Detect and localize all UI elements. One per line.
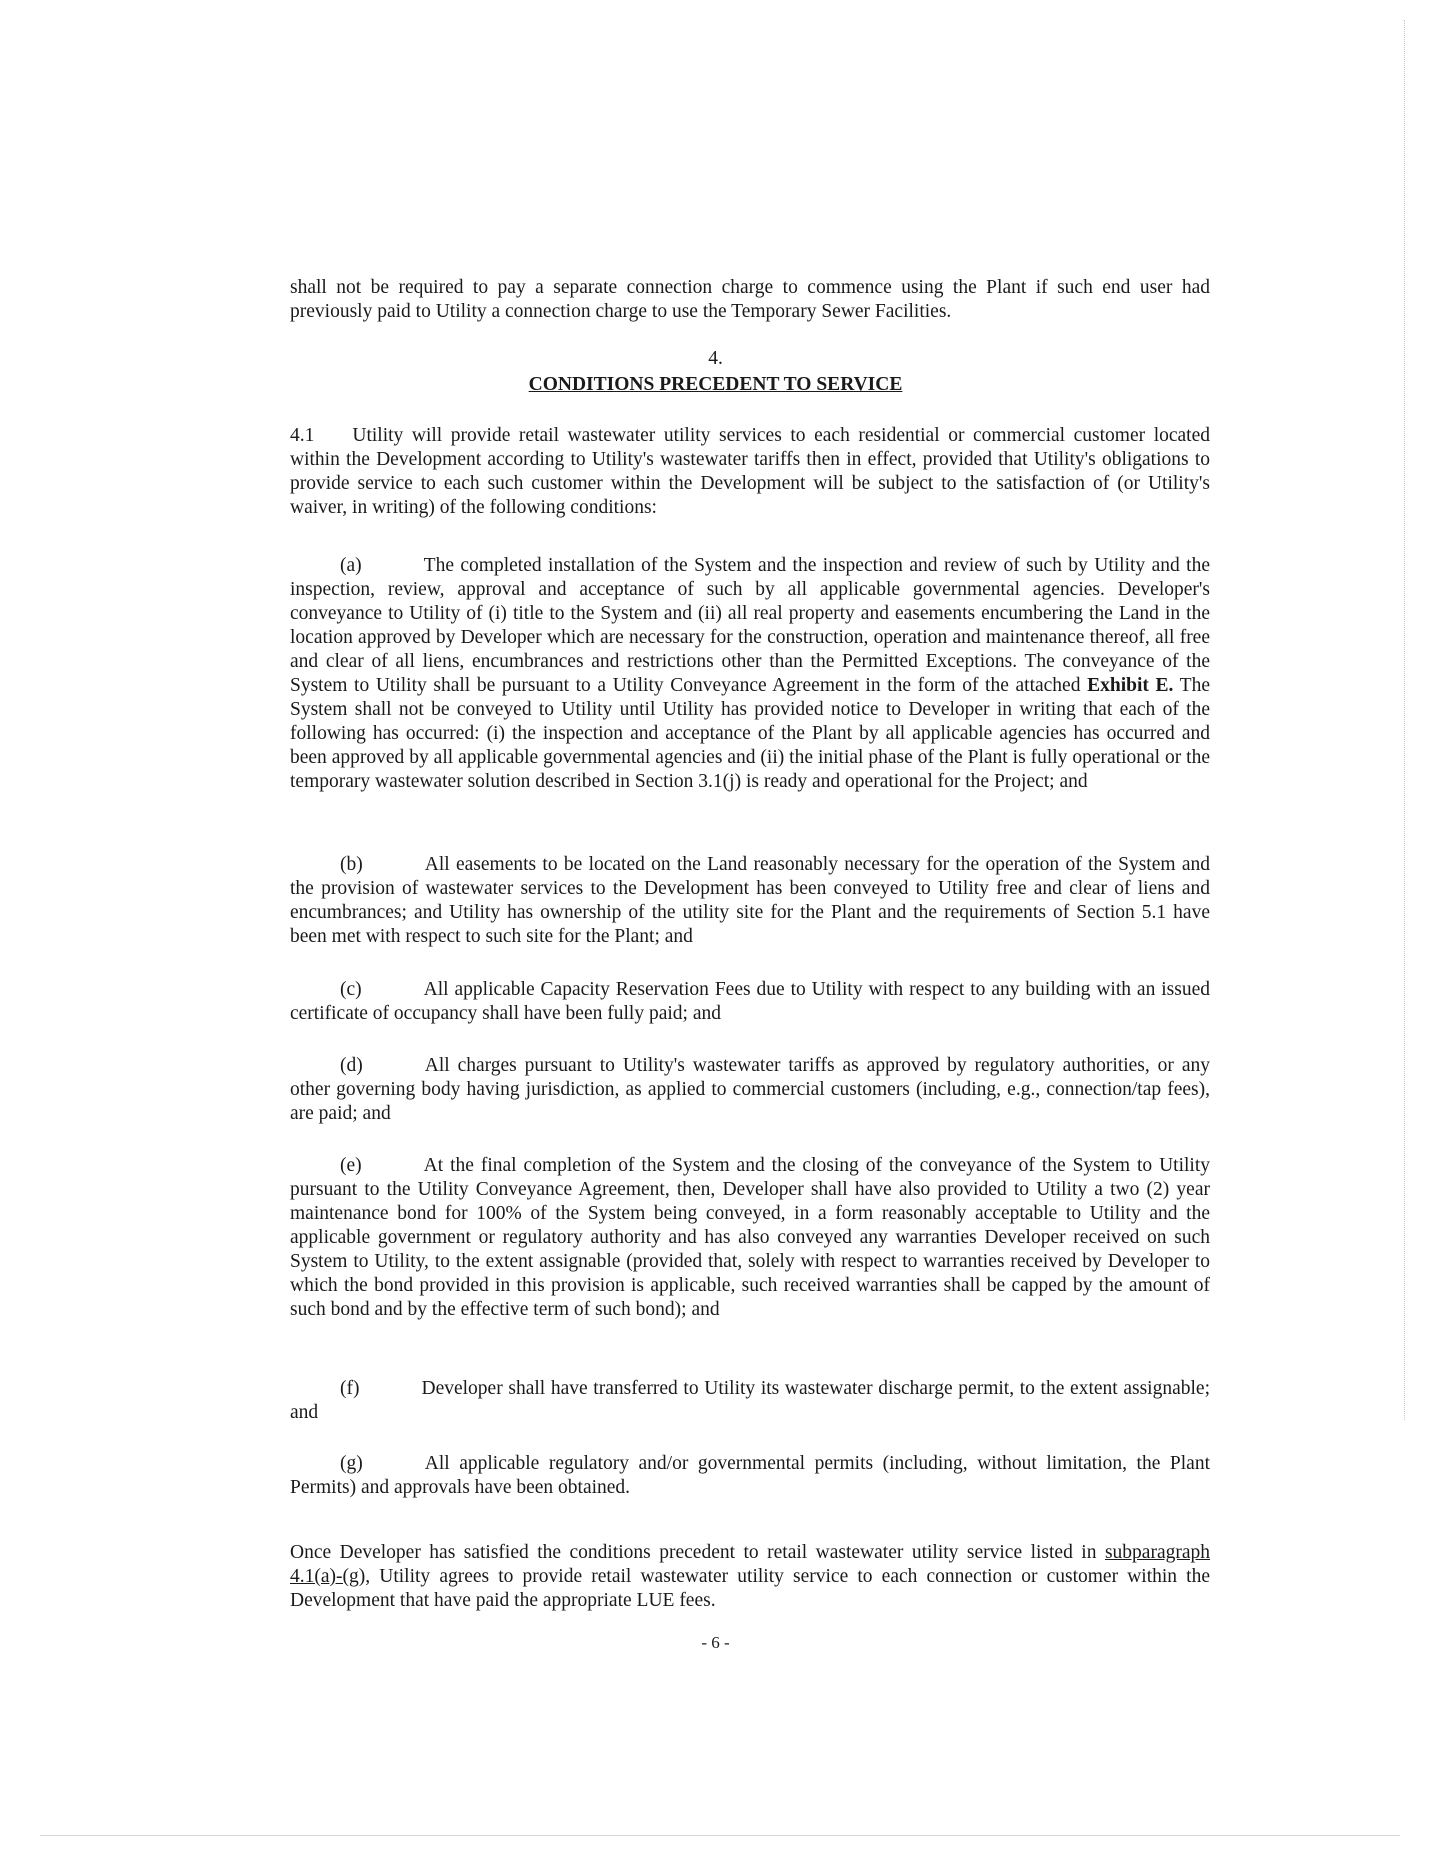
item-text: All easements to be located on the Land reasonably necessary for the operation of the System and the provision of wastewater services to the Development has been conveyed to Utility free and clear of liens and encumbrances; and Utility has ownership of the utility site for the Plant and the requirements of Section 5.1 have been met with respect to such site for the Plant; and [290, 854, 1210, 947]
scan-bottom-line [40, 1835, 1400, 1836]
item-f [290, 1377, 1210, 1425]
intro-paragraph [290, 276, 1210, 324]
closing-text-continued: Utility agrees to provide retail wastewater utility service to each connection or customer within the Development that have paid the appropriate LUE fees. [290, 1566, 1210, 1611]
item-label: (f) [340, 1378, 360, 1399]
item-label: (a) [340, 555, 362, 576]
item-text: All charges pursuant to Utility's wastewater tariffs as approved by regulatory authorities, or any other governing body having jurisdiction, as applied to commercial customers (including, e.g., connection/tap fees), are paid; and [290, 1055, 1210, 1124]
item-b [290, 853, 1210, 949]
item-text-continued: The System shall not be conveyed to Utility until Utility has provided notice to Developer in writing that each of the following has occurred: (i) the inspection and acceptance of the Plant by all applicable agencies has occurred and been approved by all applicable governmental agencies and (ii) the initial phase of the Plant is fully operational or the temporary wastewater solution described in Section 3.1(j) is ready and operational for the Project; and [290, 675, 1210, 792]
item-text: Developer shall have transferred to Utility its wastewater discharge permit, to the extent assignable; and [290, 1378, 1210, 1423]
item-label: (d) [340, 1055, 363, 1076]
item-label: (b) [340, 854, 363, 875]
paragraph-text: Utility will provide retail wastewater utility services to each residential or commercial customer located within the Development according to Utility's wastewater tariffs then in effect, provided that Utility's obligations to provide service to each such customer within the Development will be subject to the satisfaction of (or Utility's waiver, in writing) of the following conditions: [290, 425, 1210, 518]
item-e [290, 1154, 1210, 1322]
item-d [290, 1054, 1210, 1126]
item-label: (c) [340, 979, 362, 1000]
subparagraph-reference: subparagraph 4.1(a)-(g), [290, 1542, 1211, 1587]
section-title: CONDITIONS PRECEDENT TO SERVICE [528, 374, 903, 395]
item-text: At the final completion of the System and the closing of the conveyance of the System to Utility pursuant to the Utility Conveyance Agreement, then, Developer shall have also provided to Utility a two (2) year maintenance bond for 100% of the System being conveyed, in a form reasonably acceptable to Utility and the applicable government or regulatory authority and has also conveyed any warranties Developer received on such System to Utility, to the extent assignable (provided that, solely with respect to warranties received by Developer to which the bond provided in this provision is applicable, such received warranties shall be capped by the amount of such bond and by the effective term of such bond); and [290, 1155, 1210, 1320]
item-text: All applicable Capacity Reservation Fees due to Utility with respect to any building with an issued certificate of occupancy shall have been fully paid; and [290, 979, 1210, 1024]
closing-paragraph [290, 1541, 1210, 1613]
page-number: - 6 - [701, 1633, 730, 1652]
paragraph-number: 4.1 [290, 425, 315, 446]
intro-text: shall not be required to pay a separate connection charge to commence using the Plant if such end user had previously paid to Utility a connection charge to use the Temporary Sewer Facilities. [290, 277, 1210, 322]
exhibit-reference: Exhibit E. [1087, 675, 1174, 696]
section-number: 4. [708, 348, 723, 369]
item-label: (g) [340, 1453, 363, 1474]
item-label: (e) [340, 1155, 362, 1176]
item-c [290, 978, 1210, 1026]
item-g [290, 1452, 1210, 1500]
item-text: The completed installation of the System and the inspection and review of such by Utility and the inspection, review, approval and acceptance of such by all applicable governmental agencies. Developer's conveyance to Utility of (i) title to the System and (ii) all real property and easements encumbering the Land in the location approved by Developer which are necessary for the construction, operation and maintenance thereof, all free and clear of all liens, encumbrances and restrictions other than the Permitted Exceptions. The conveyance of the System to Utility shall be pursuant to a Utility Conveyance Agreement in the form of the attached [290, 555, 1210, 696]
closing-text: Once Developer has satisfied the conditions precedent to retail wastewater utility service listed in [290, 1542, 1097, 1563]
item-text: All applicable regulatory and/or governmental permits (including, without limitation, the Plant Permits) and approvals have been obtained. [290, 1453, 1210, 1498]
scan-edge-artifact [1404, 20, 1406, 1420]
item-a [290, 554, 1210, 794]
paragraph-4-1 [290, 424, 1210, 520]
